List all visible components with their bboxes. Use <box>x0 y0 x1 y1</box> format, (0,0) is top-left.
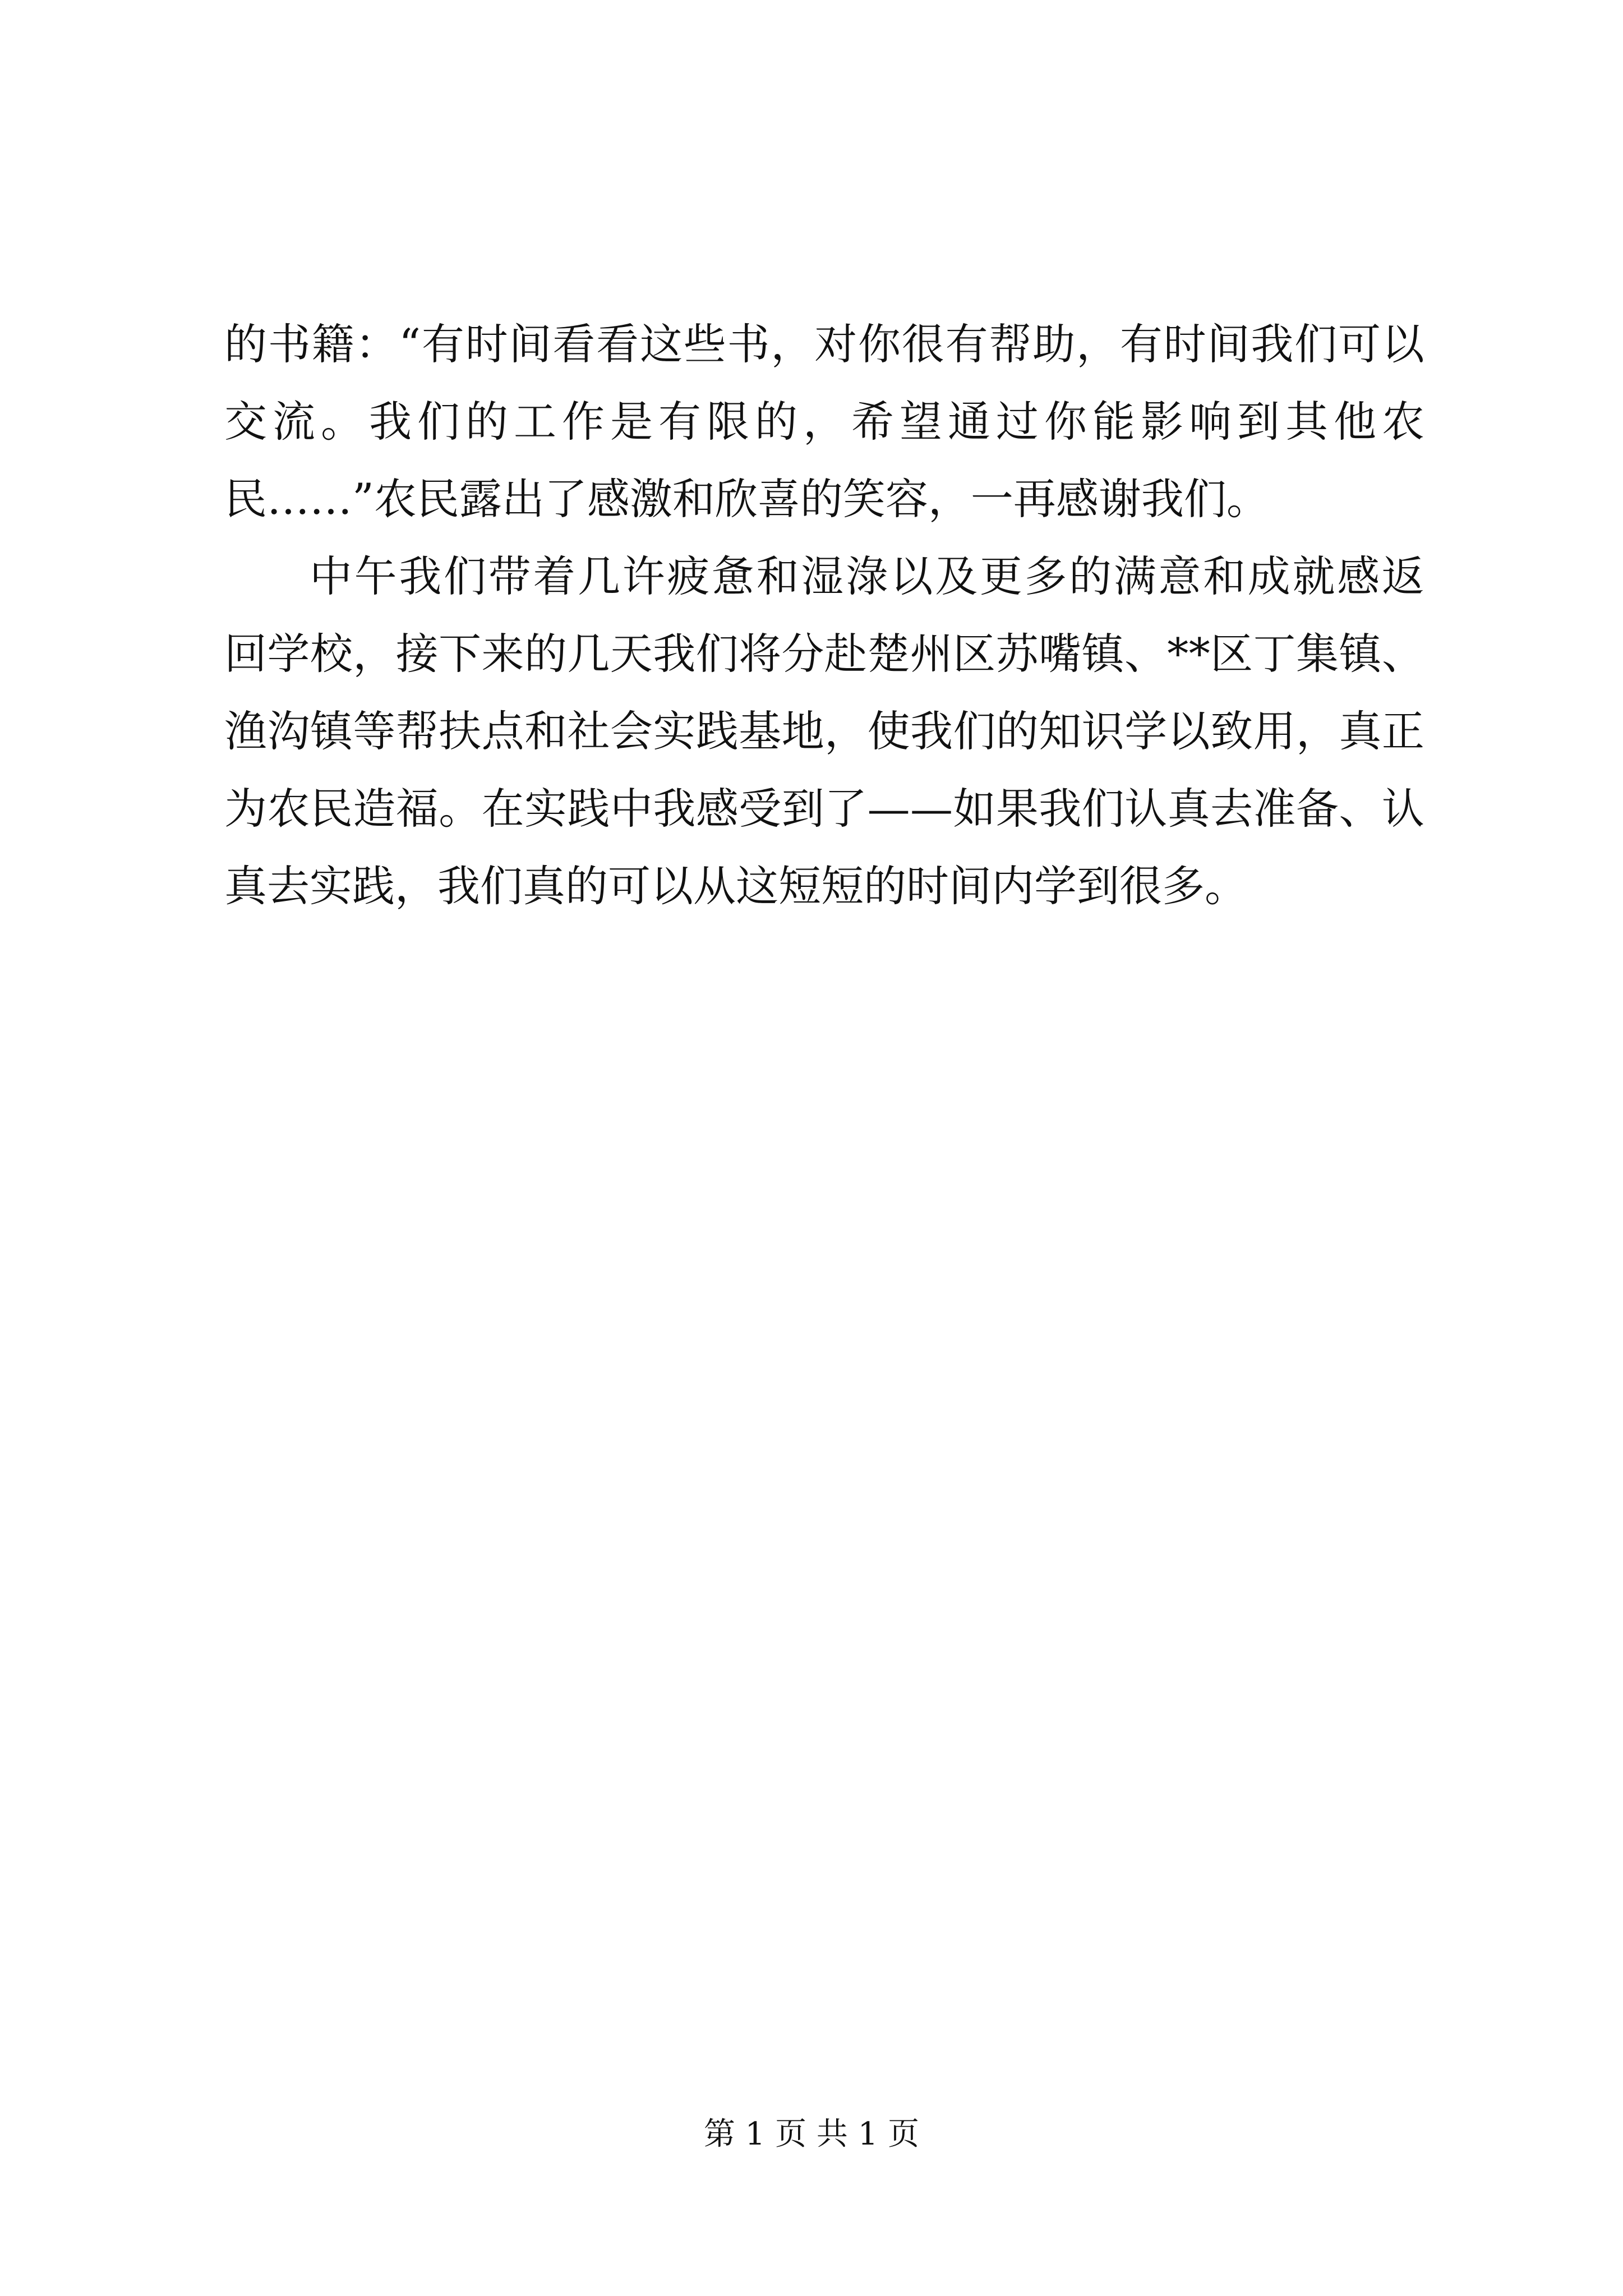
paragraph-2-line-3: 渔 沟 镇 等 帮 扶 点 和 社 会 实 践 基 地 ， 使 我 们 的 知 识 学 以 致 用 ， 真 正 <box>224 706 1424 756</box>
paragraph-1-line-1: 的 书 籍 ： “ 有 时 间 看 看 这 些 书 ， 对 你 很 有 帮 助 ， 有 时 间 我 们 可 以 <box>224 319 1424 369</box>
page-footer <box>0 2112 1623 2157</box>
paragraph-1-line-2: 交 流 。 我 们 的 工 作 是 有 限 的 ， 希 望 通 过 你 能 影 响 到 其 他 农 <box>224 397 1424 447</box>
paragraph-2 <box>224 538 1424 925</box>
paragraph-2-line-1: 中 午 我 们 带 着 几 许 疲 惫 和 湿 淥 以 及 更 多 的 满 意 和 成 就 感 返 <box>310 551 1424 601</box>
paragraph-2-line-4: 为 农 民 造 福 。 在 实 践 中 我 感 受 到 了 — — 如 果 我 们 认 真 去 准 备 、 认 <box>224 784 1424 834</box>
paragraph-1-line-3: 民……”农民露出了感激和欣喜的笑容，一再感谢我们。 <box>224 474 1269 524</box>
document-body <box>224 306 1424 925</box>
paragraph-2-line-5: 真去实践，我们真的可以从这短短的时间内学到很多。 <box>224 861 1247 911</box>
paragraph-1 <box>224 306 1424 538</box>
paragraph-2-line-2: 回 学 校 ， 接 下 来 的 几 天 我 们 将 分 赴 楚 州 区 苏 嘴 镇 、 * * 区 丁 集 镇 、 <box>224 629 1424 679</box>
page-number-indicator: 第 1 页 共 1 页 <box>703 2116 920 2152</box>
